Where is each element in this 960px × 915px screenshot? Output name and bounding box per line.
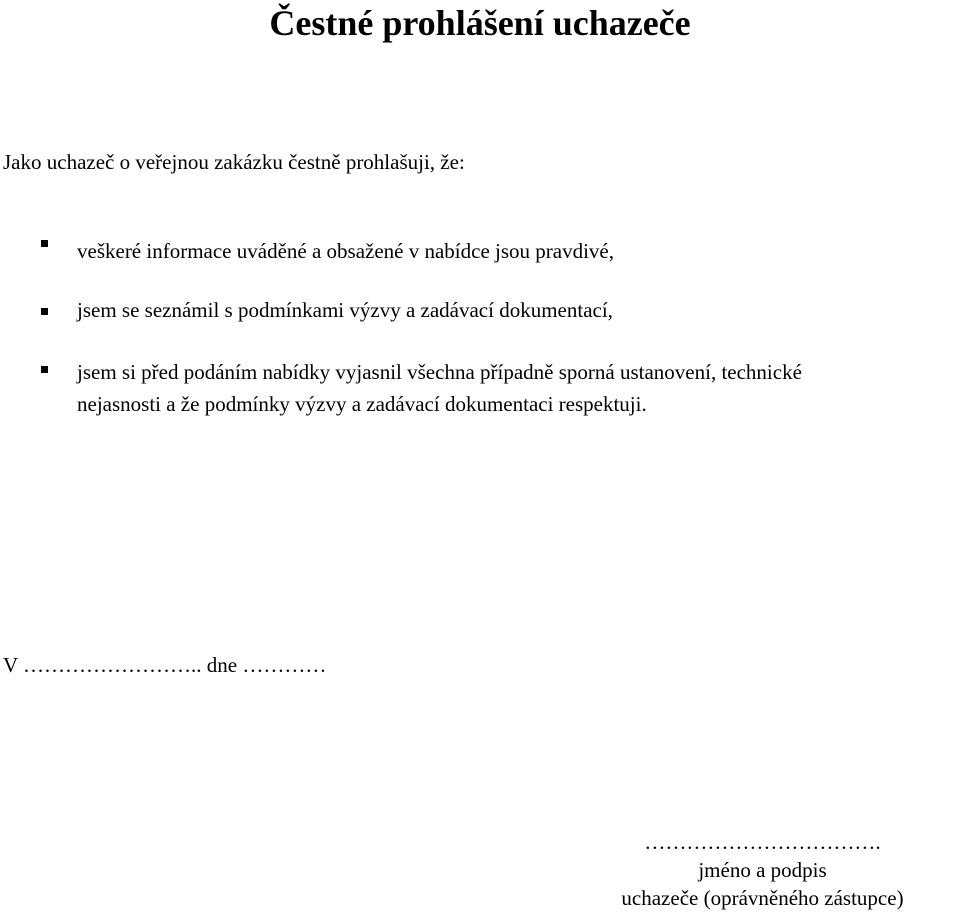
list-item-text: veškeré informace uváděné a obsažené v nabídce jsou pravdivé, bbox=[77, 239, 615, 263]
bullet-square-icon bbox=[41, 240, 48, 247]
signature-label: jméno a podpis bbox=[698, 858, 827, 882]
list-item-text: nejasnosti a že podmínky výzvy a zadávací dokumentaci respektuji. bbox=[77, 392, 647, 416]
bullet-square-icon bbox=[41, 308, 48, 315]
signature-dots: ……………………………. bbox=[644, 830, 881, 854]
document-title: Čestné prohlášení uchazeče bbox=[269, 3, 691, 43]
list-item-text: jsem se seznámil s podmínkami výzvy a zadávací dokumentací, bbox=[77, 298, 613, 322]
place-date-line: V …………………….. dne ………… bbox=[3, 653, 327, 677]
intro-text: Jako uchazeč o veřejnou zakázku čestně prohlašuji, že: bbox=[3, 150, 465, 174]
list-item-text: jsem si před podáním nabídky vyjasnil všechna případně sporná ustanovení, technické bbox=[77, 360, 802, 384]
signature-block bbox=[575, 828, 950, 912]
bullet-square-icon bbox=[41, 366, 48, 373]
signature-role: uchazeče (oprávněného zástupce) bbox=[621, 886, 904, 910]
